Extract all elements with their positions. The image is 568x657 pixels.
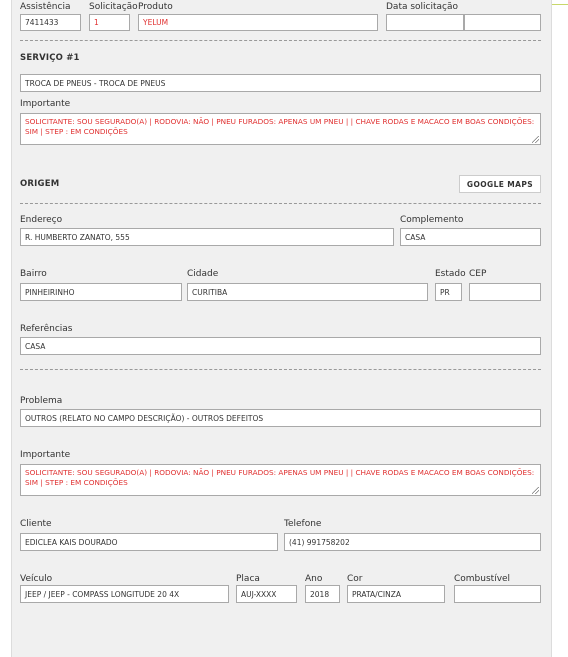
- google-maps-button[interactable]: GOOGLE MAPS: [459, 175, 541, 193]
- problema-importante-text: SOLICITANTE: SOU SEGURADO(A) | RODOVIA: NÃO | PNEU FURADOS: APENAS UM PNEU | | CHAVE RODAS E MACACO EM BOAS CONDIÇÕES: SIM | STEP : EM CONDIÇÕES: [25, 468, 535, 487]
- data-solicitacao-date-field[interactable]: [386, 14, 464, 31]
- cidade-field[interactable]: CURITIBA: [187, 283, 428, 301]
- servico-importante-text: SOLICITANTE: SOU SEGURADO(A) | RODOVIA: NÃO | PNEU FURADOS: APENAS UM PNEU | | CHAVE RODAS E MACACO EM BOAS CONDIÇÕES: SIM | STEP : EM CONDIÇÕES: [25, 117, 535, 136]
- produto-field[interactable]: YELUM: [138, 14, 378, 31]
- cor-field[interactable]: PRATA/CINZA: [347, 585, 445, 603]
- bairro-field[interactable]: PINHEIRINHO: [20, 283, 182, 301]
- veiculo-field[interactable]: JEEP / JEEP - COMPASS LONGITUDE 20 4X: [20, 585, 229, 603]
- divider: [20, 369, 541, 370]
- telefone-label: Telefone: [284, 519, 322, 529]
- problema-field[interactable]: OUTROS (RELATO NO CAMPO DESCRIÇÃO) - OUTROS DEFEITOS: [20, 409, 541, 427]
- assistencia-label: Assistência: [20, 2, 71, 12]
- bairro-label: Bairro: [20, 269, 47, 279]
- solicitacao-label: Solicitação: [89, 2, 138, 12]
- form-panel: [11, 0, 552, 657]
- veiculo-label: Veículo: [20, 574, 53, 584]
- complemento-label: Complemento: [400, 215, 464, 225]
- produto-label: Produto: [138, 2, 173, 12]
- endereco-label: Endereço: [20, 215, 63, 225]
- importante-label: Importante: [20, 450, 71, 460]
- cor-label: Cor: [347, 574, 363, 584]
- endereco-field[interactable]: R. HUMBERTO ZANATO, 555: [20, 228, 394, 246]
- data-solicitacao-label: Data solicitação: [386, 2, 459, 12]
- complemento-field[interactable]: CASA: [400, 228, 541, 246]
- estado-field[interactable]: PR: [435, 283, 462, 301]
- data-solicitacao-time-field[interactable]: [464, 14, 541, 31]
- combustivel-field[interactable]: [454, 585, 541, 603]
- divider: [20, 40, 541, 41]
- cidade-label: Cidade: [187, 269, 219, 279]
- assistencia-field[interactable]: 7411433: [20, 14, 81, 31]
- divider: [20, 203, 541, 204]
- combustivel-label: Combustível: [454, 574, 511, 584]
- estado-label: Estado: [435, 269, 466, 279]
- servico-title: SERVIÇO #1: [20, 53, 80, 63]
- cep-label: CEP: [469, 269, 487, 279]
- placa-field[interactable]: AUJ-XXXX: [236, 585, 297, 603]
- importante-label: Importante: [20, 99, 71, 109]
- servico-importante-textarea[interactable]: [20, 113, 541, 145]
- resize-grip-icon[interactable]: [532, 487, 539, 494]
- referencias-field[interactable]: CASA: [20, 337, 541, 355]
- resize-grip-icon[interactable]: [532, 136, 539, 143]
- problema-label: Problema: [20, 396, 63, 406]
- solicitacao-field[interactable]: 1: [89, 14, 130, 31]
- cep-field[interactable]: [469, 283, 541, 301]
- placa-label: Placa: [236, 574, 260, 584]
- ano-field[interactable]: 2018: [305, 585, 340, 603]
- telefone-field[interactable]: (41) 991758202: [284, 533, 541, 551]
- origem-title: ORIGEM: [20, 179, 60, 189]
- ano-label: Ano: [305, 574, 323, 584]
- cliente-field[interactable]: EDICLEA KAIS DOURADO: [20, 533, 278, 551]
- cliente-label: Cliente: [20, 519, 52, 529]
- problema-importante-textarea[interactable]: [20, 464, 541, 496]
- referencias-label: Referências: [20, 324, 73, 334]
- servico-field[interactable]: TROCA DE PNEUS - TROCA DE PNEUS: [20, 74, 541, 92]
